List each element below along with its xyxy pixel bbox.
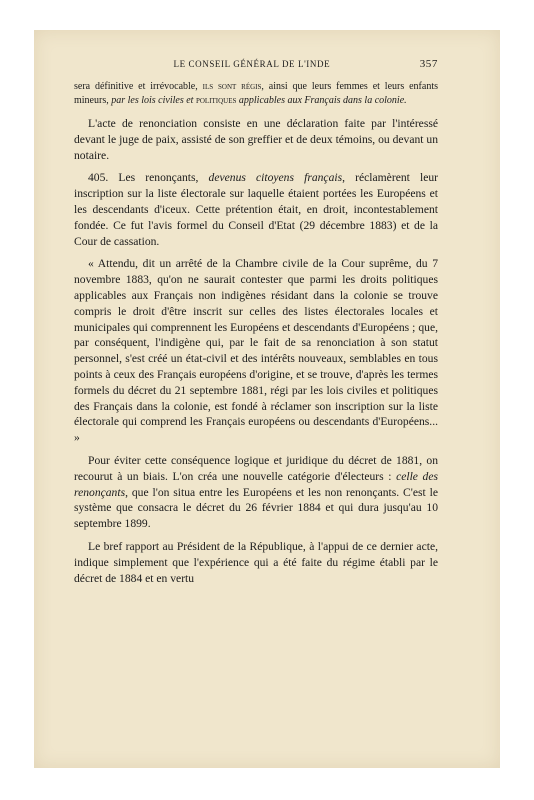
paragraph-report: Le bref rapport au Président de la République, à l'appui de ce dernier acte, indique simplement que l'expérience qui a été faite du régime établi par le décret de 1884 et en vertu xyxy=(74,539,438,585)
page-number: 357 xyxy=(419,58,438,70)
running-title: LE CONSEIL GÉNÉRAL DE L'INDE xyxy=(173,59,331,69)
paragraph-act: L'acte de renonciation consiste en une déclaration faite par l'intéressé devant le juge de paix, assisté de son greffier et de deux témoins, ou devant un notaire. xyxy=(74,117,438,162)
running-header xyxy=(74,58,438,70)
page-content xyxy=(74,58,438,593)
paragraph-bias: Pour éviter cette conséquence logique et juridique du décret de 1881, on recourut à un biais. L'on créa une nouvelle catégorie d'électeurs : celle des renonçants, que l'on situa entre les Européens et les non renonçants. C'est le système que consacra le décret du 26 février 1884 et qui dura jusqu'au 10 septembre 1899. xyxy=(74,453,438,531)
paragraph-quote: « Attendu, dit un arrêté de la Chambre civile de la Cour suprême, du 7 novembre 1883, qu'on ne saurait contester que parmi les droits politiques applicables aux Français non indigènes résidant dans la colonie se trouve compris le droit d'être inscrit sur celles des listes électorales locales et municipales qui comprennent les Européens et descendants d'Européens ; que, par conséquent, l'indigène qui, par le fait de sa renonciation à son statut personnel, s'est créé un état-civil et des intérêts nouveaux, semblables en tous points à ceux des Français européens d'origine, et se trouve, d'après les termes formels du décret du 21 septembre 1881, régi par les lois civiles et politiques des Français dans la colonie, est fondé à réclamer son inscription sur la liste électorale qui comprend les Français européens ou descendants d'Européens... » xyxy=(74,257,438,445)
paragraph-405: 405. Les renonçants, devenus citoyens français, réclamèrent leur inscription sur la liste électorale sur laquelle étaient portées les Européens et les descendants d'iceux. Cette prétention était, en droit, incontestablement fondée. Ce fut l'avis formel du Conseil d'Etat (29 décembre 1883) et de la Cour de cassation. xyxy=(74,171,439,248)
note-paragraph: sera définitive et irrévocable, ils sont régis, ainsi que leurs femmes et leurs enfants mineurs, par les lois civiles et politiques applicables aux Français dans la colonie. xyxy=(74,81,438,106)
